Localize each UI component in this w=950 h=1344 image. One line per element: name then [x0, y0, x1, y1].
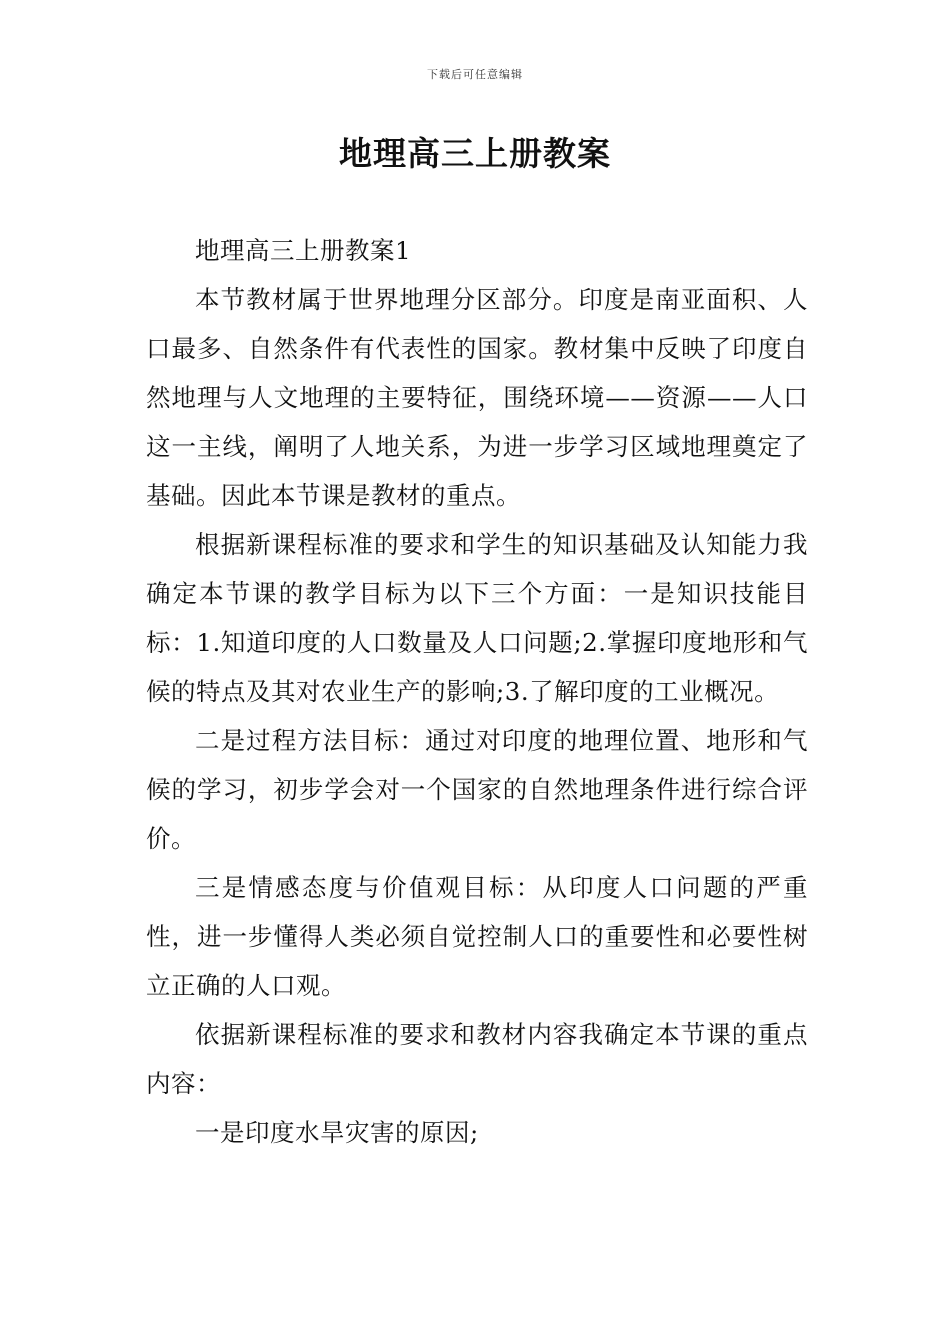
paragraph-process-goal: 二是过程方法目标：通过对印度的地理位置、地形和气候的学习，初步学会对一个国家的自然地理条件进行综合评价。: [146, 726, 808, 853]
paragraph-intro: 本节教材属于世界地理分区部分。印度是南亚面积、人口最多、自然条件有代表性的国家。教材集中反映了印度自然地理与人文地理的主要特征，围绕环境——资源——人口这一主线，阐明了人地关系，为进一步学习区域地理奠定了基础。因此本节课是教材的重点。: [146, 285, 808, 510]
section-heading: 地理高三上册教案1: [195, 236, 412, 265]
header-note: 下载后可任意编辑: [427, 68, 523, 81]
document-body: [146, 226, 808, 1157]
paragraph-key-point-1: 一是印度水旱灾害的原因;: [195, 1118, 479, 1147]
paragraph-emotion-goal: 三是情感态度与价值观目标：从印度人口问题的严重性，进一步懂得人类必须自觉控制人口的重要性和必要性树立正确的人口观。: [146, 873, 808, 1000]
document-title: 地理高三上册教案: [339, 134, 611, 173]
paragraph-key-content: 依据新课程标准的要求和教材内容我确定本节课的重点内容：: [146, 1020, 808, 1098]
paragraph-goals: 根据新课程标准的要求和学生的知识基础及认知能力我确定本节课的教学目标为以下三个方面：一是知识技能目标：1.知道印度的人口数量及人口问题;2.掌握印度地形和气候的特点及其对农业生产的影响;3.了解印度的工业概况。: [146, 530, 808, 706]
